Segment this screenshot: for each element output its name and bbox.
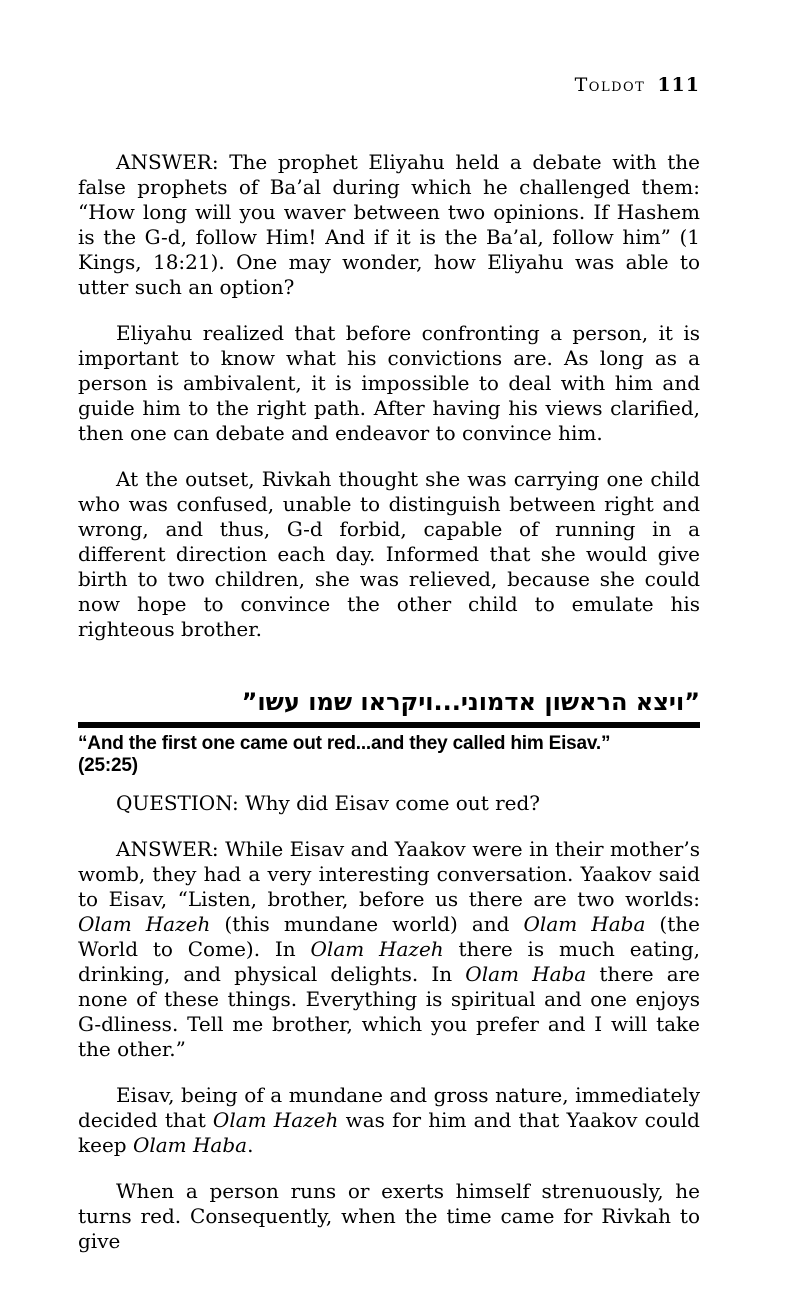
paragraph-eliyahu-realized: Eliyahu realized that before confronting a person, it is important to know what his convictions are. As long as a person is ambivalent, it is impossible to deal with him and guide him to the right path. After having his views clarified, then one can debate and endeavor to convince him. [78, 321, 700, 445]
paragraph-eisav-nature: Eisav, being of a mundane and gross nature, immediately decided that Olam Hazeh was for him and that Yaakov could keep Olam Haba. [78, 1083, 700, 1157]
paragraph-eliyahu-answer: ANSWER: The prophet Eliyahu held a debate with the false prophets of Ba’al during which he challenged them: “How long will you waver between two opinions. If Hashem is the G-d, follow Him! And if it is the Ba’al, follow him” (1 Kings, 18:21). One may wonder, how Eliyahu was able to utter such an option? [78, 150, 700, 299]
verse-caption [78, 733, 700, 777]
paragraph-person-runs: When a person runs or exerts himself strenuously, he turns red. Consequently, when the time came for Rivkah to give [78, 1179, 700, 1253]
paragraph-eisav-answer: ANSWER: While Eisav and Yaakov were in their mother’s womb, they had a very interesting conversation. Yaakov said to Eisav, “Listen, brother, before us there are two worlds: Olam Hazeh (this mundane world) and Olam Haba (the World to Come). In Olam Hazeh there is much eating, drinking, and physical delights. In Olam Haba there are none of these things. Everything is spiritual and one enjoys G-dliness. Tell me brother, which you prefer and I will take the other.” [78, 837, 701, 1061]
verse-heading-hebrew: ”ויצא הראשון אדמוני...ויקראו שמו עשו” [241, 688, 700, 716]
verse-divider-rule [78, 722, 700, 728]
section-title: Toldot [574, 74, 646, 96]
running-head [78, 74, 700, 96]
paragraph-rivkah-outset: At the outset, Rivkah thought she was carrying one child who was confused, unable to distinguish between right and wrong, and thus, G-d forbid, capable of running in a different direction each day. Informed that she would give birth to two children, she was relieved, because she could now hope to convince the other child to emulate his righteous brother. [78, 467, 700, 641]
page-number: 111 [657, 74, 700, 96]
verse-reference: (25:25) [78, 755, 138, 776]
content-column [78, 150, 700, 1254]
paragraph-question: QUESTION: Why did Eisav come out red? [116, 791, 541, 815]
verse-translation: “And the first one came out red...and they called him Eisav.” [78, 733, 611, 754]
